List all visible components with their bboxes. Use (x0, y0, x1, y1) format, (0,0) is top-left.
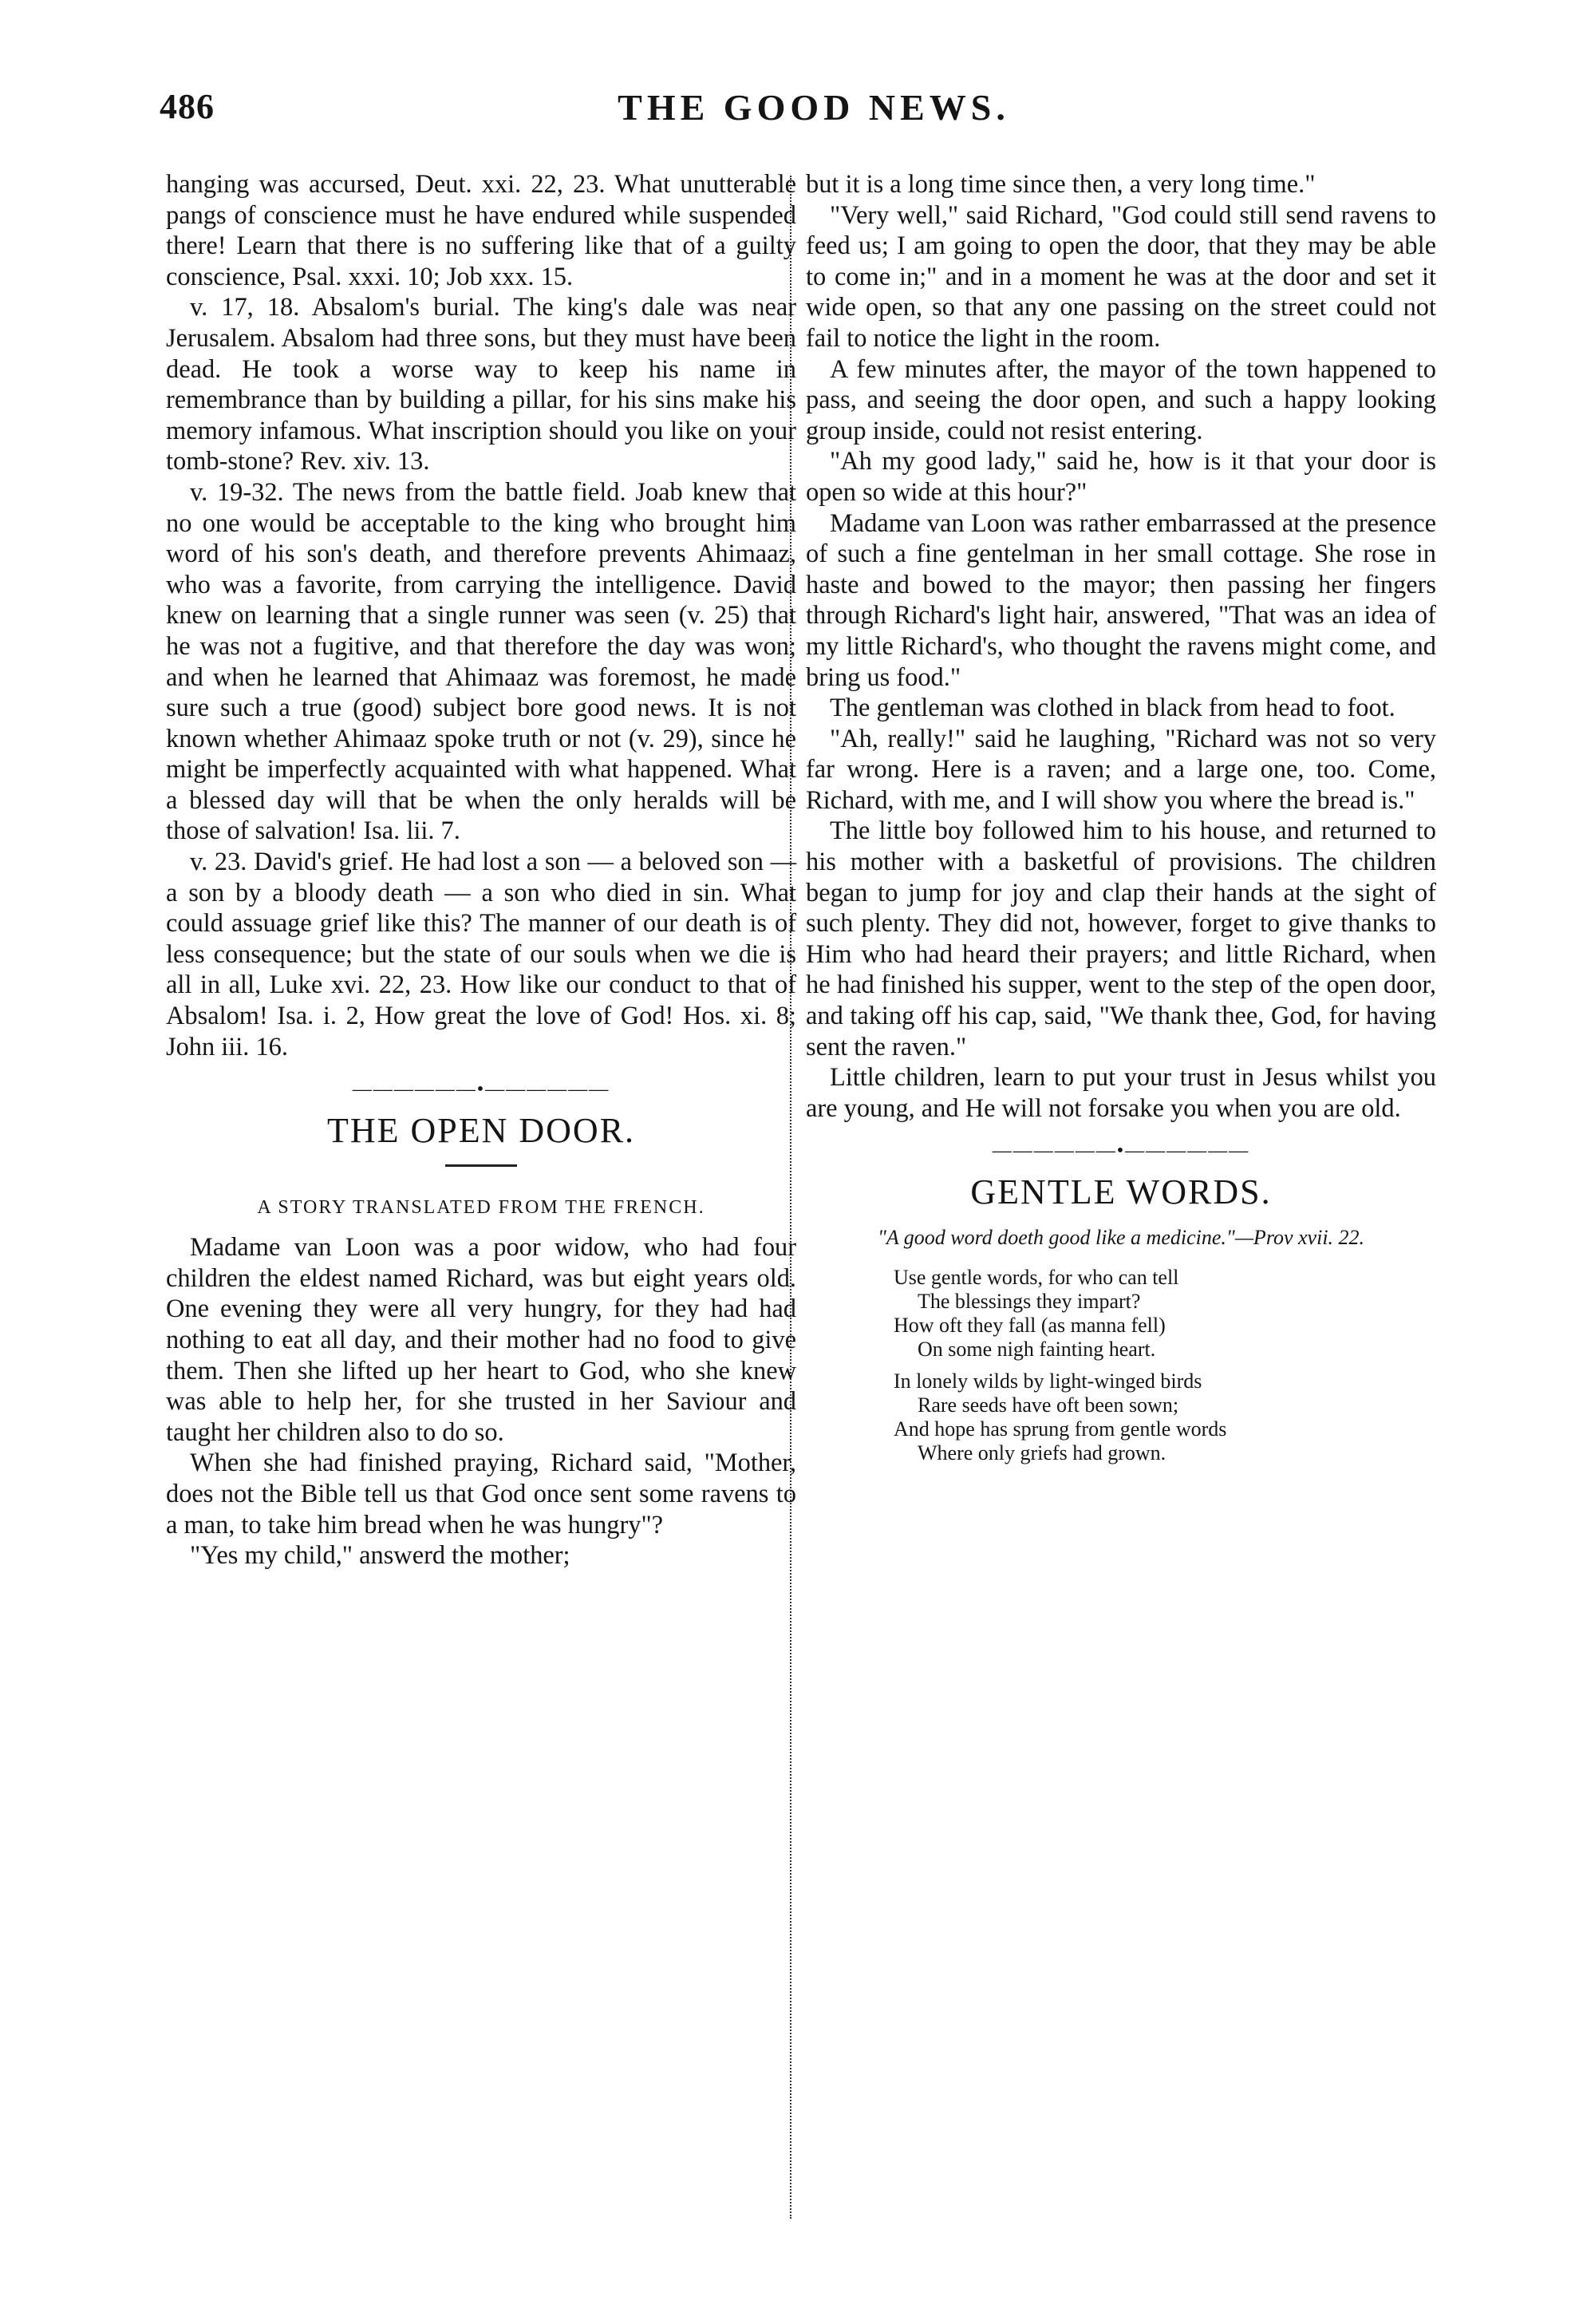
story-paragraph: "Ah my good lady," said he, how is it that your door is open so wide at this hour?" (806, 447, 1436, 507)
story-paragraph: A few minutes after, the mayor of the town happened to pass, and seeing the door open, and such a happy looking group inside, could not resist entering. (806, 354, 1436, 445)
commentary-paragraph: hanging was accursed, Deut. xxi. 22, 23. What unutterable pangs of conscience must he have endured while suspended there! Learn that there is no suffering like that of a guilty conscience, Psal. xxxi. 10; Job xxx. 15. (166, 170, 796, 291)
story-paragraph: "Very well," said Richard, "God could still send ravens to feed us; I am going to open the door, that they may be able to come in;" and in a moment he was at the door and set it wide open, so that any one passing on the street could not fail to notice the light in the room. (806, 200, 1436, 353)
story-paragraph: Madame van Loon was a poor widow, who had four children the eldest named Richard, was but eight years old. One evening they were all very hungry, for they had had nothing to eat all day, and their mother had no food to give them. Then she lifted up her heart to God, who she knew was able to help her, for she trusted in her Saviour and taught her children also to do so. (166, 1233, 796, 1447)
right-column (806, 169, 1436, 1465)
story-paragraph: but it is a long time since then, a very long time." (806, 170, 1316, 199)
story-paragraph: The gentleman was clothed in black from head to foot. (830, 694, 1395, 723)
title-rule (445, 1164, 517, 1167)
page-number: 486 (160, 87, 215, 126)
story-paragraph: Madame van Loon was rather embarrassed at the presence of such a fine gentelman in her small cottage. She rose in haste and bowed to the mayor; then passing her fingers through Richard's light hair, answered, "That was an idea of my little Richard's, who thought the ravens might come, and bring us food." (806, 508, 1436, 692)
story-paragraph: When she had finished praying, Richard said, "Mother, does not the Bible tell us that God once sent some ravens to a man, to take him bread when he was hungry"? (166, 1449, 796, 1539)
poem-line: The blessings they impart? (918, 1290, 1141, 1314)
story-paragraph: Little children, learn to put your trust in Jesus whilst you are young, and He will not forsake you when you are old. (806, 1063, 1436, 1123)
commentary-paragraph: v. 17, 18. Absalom's burial. The king's dale was near Jerusalem. Absalom had three sons, but they must have been dead. He took a worse way to keep his name in remembrance than by building a pillar, for his sins make his memory infamous. What inscription should you like on your tomb-stone? Rev. xiv. 13. (166, 293, 796, 476)
poem-line: Use gentle words, for who can tell (894, 1266, 1179, 1290)
page-header (160, 86, 1468, 134)
commentary-paragraph: v. 19-32. The news from the battle field. Joab knew that no one would be acceptable to the king who brought him word of his son's death, and therefore prevents Ahimaaz, who was a favorite, from carrying the intelligence. David knew on learning that a single runner was seen (v. 25) that he was not a fugitive, and that therefore the day was won; and when he learned that Ahimaaz was foremost, he made sure such a true (good) subject bore good news. It is not known whether Ahimaaz spoke truth or not (v. 29), since he might be imperfectly acquainted with what happened. What a blessed day will that be when the only heralds will be those of salvation! Isa. lii. 7. (166, 477, 796, 846)
story-paragraph: "Yes my child," answerd the mother; (190, 1541, 570, 1571)
story-paragraph: "Ah, really!" said he laughing, "Richard was not so very far wrong. Here is a raven; and a large one, too. Come, Richard, with me, and I will show you where the bread is." (806, 724, 1436, 815)
left-column (166, 169, 796, 1571)
poem-line: Where only griefs had grown. (918, 1441, 1166, 1465)
running-title: THE GOOD NEWS. (618, 87, 1010, 128)
poem-line: How oft they fall (as manna fell) (894, 1314, 1166, 1338)
poem-epigraph: "A good word doeth good like a medicine."—Prov xvii. 22. (877, 1226, 1365, 1250)
story-subtitle: A STORY TRANSLATED FROM THE FRENCH. (257, 1197, 705, 1219)
poem (894, 1266, 1436, 1465)
story-title: THE OPEN DOOR. (326, 1111, 636, 1151)
poem-title: GENTLE WORDS. (970, 1172, 1272, 1212)
commentary-paragraph: v. 23. David's grief. He had lost a son — a beloved son — a son by a bloody death — a son who died in sin. What could assuage grief like this? The manner of our death is of less consequence; but the state of our souls when we die is all in all, Luke xvi. 22, 23. How like our conduct to that of Absalom! Isa. i. 2, How great the love of God! Hos. xi. 8; John iii. 16. (166, 848, 796, 1061)
poem-line: On some nigh fainting heart. (918, 1338, 1156, 1362)
section-ornament: ——————•—————— (352, 1079, 610, 1101)
poem-line: Rare seeds have oft been sown; (918, 1393, 1179, 1417)
poem-line: In lonely wilds by light-winged birds (894, 1370, 1202, 1393)
poem-line: And hope has sprung from gentle words (894, 1417, 1227, 1441)
section-ornament: ——————•—————— (992, 1140, 1250, 1162)
story-paragraph: The little boy followed him to his house, and returned to his mother with a basketful of provisions. The children began to jump for joy and clap their hands at the sight of such plenty. They did not, however, forget to give thanks to Him who had heard their prayers; and little Richard, when he had finished his supper, went to the step of the open door, and taking off his cap, said, "We thank thee, God, for having sent the raven." (806, 816, 1436, 1061)
